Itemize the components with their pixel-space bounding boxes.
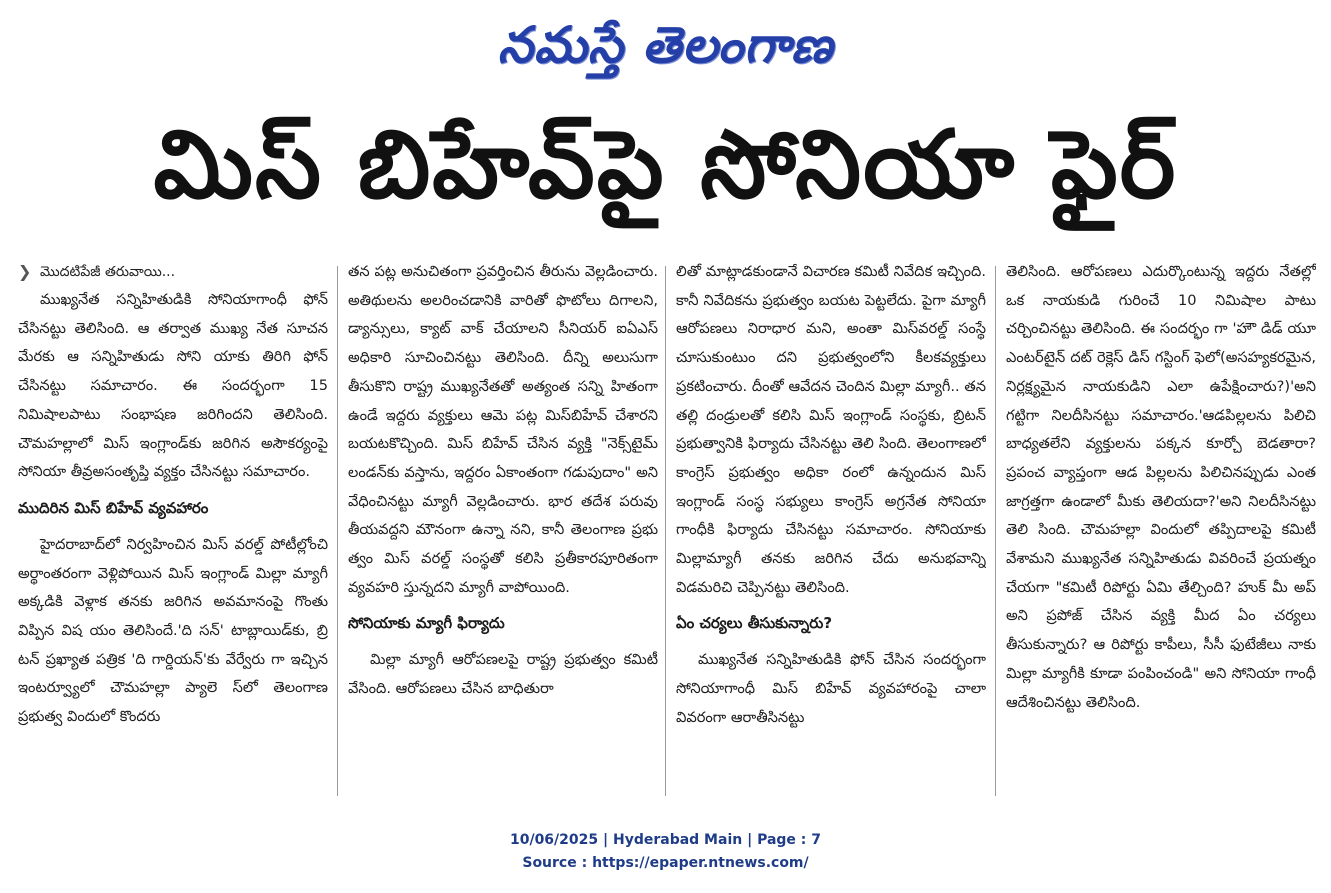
- article-column-4: [1006, 258, 1316, 808]
- newspaper-logo: నమస్తే తెలంగాణ: [497, 16, 834, 74]
- column-divider: [337, 266, 338, 796]
- continuation-marker: [18, 258, 328, 286]
- article-column-2: [348, 258, 658, 808]
- headline: మిస్ బిహేవ్‌పై సోనియా ఫైర్: [153, 111, 1178, 220]
- subheading: ఏం చర్యలు తీసుకున్నారు?: [676, 614, 833, 633]
- continuation-label: మొదటిపేజీ తరువాయి...: [40, 264, 176, 280]
- paragraph: లితో మాట్లాడకుండానే విచారణ కమిటీ నివేదిక ఇచ్చింది. కానీ నివేదికను ప్రభుత్వం బయట పెట్టలేదు. పైగా మ్యాగీ ఆరోపణలు నిరాధార మని, అంతా మిస్‌వరల్డ్ సంస్థే చూసుకుంటుం దని ప్రభుత్వంలోని కీలకవ్యక్తులు ప్రకటించారు. దీంతో ఆవేదన చెందిన మిల్లా మ్యాగీ.. తన తల్లి దండ్రులతో కలిసి మిస్ ఇంగ్లాండ్ సంస్థకు, బ్రిటన్ ప్రభుత్వానికి ఫిర్యాదు చేసినట్టు తెలి సింది. తెలంగాణలో కాంగ్రెస్ ప్రభుత్వం అధికా రంలో ఉన్నందున మిస్ ఇంగ్లాండ్ సంస్థ సభ్యులు కాంగ్రెస్ అగ్రనేత సోనియా గాంధీకి ఫిర్యాదు చేసినట్టు సమాచారం. సోనియాకు మిల్లామ్యాగీ తనకు జరిగిన చేదు అనుభవాన్ని విడమరిచి చెప్పినట్టు తెలిసింది.: [676, 263, 986, 596]
- chevron-right-icon: ❯: [18, 262, 32, 281]
- paragraph: మిల్లా మ్యాగీ ఆరోపణలపై రాష్ట్ర ప్రభుత్వం కమిటీ వేసింది. ఆరోపణలు చేసిన బాధితురా: [348, 651, 658, 698]
- subheading: సోనియాకు మ్యాగీ ఫిర్యాదు: [348, 614, 505, 633]
- article-column-3: [676, 258, 986, 808]
- article-column-1: [18, 258, 328, 808]
- column-divider: [665, 266, 666, 796]
- source-line: Source : https://epaper.ntnews.com/: [522, 855, 809, 871]
- page-info: 10/06/2025 | Hyderabad Main | Page : 7: [509, 832, 822, 848]
- subheading: ముదిరిన మిస్ బిహేవ్ వ్యవహారం: [18, 498, 209, 517]
- paragraph: ముఖ్యనేత సన్నిహితుడికి ఫోన్ చేసిన సందర్భంగా సోనియాగాంధీ మిస్ బిహేవ్ వ్యవహారంపై చాలా వివరంగా ఆరాతీసినట్టు: [676, 651, 986, 726]
- column-divider: [995, 266, 996, 796]
- paragraph: ముఖ్యనేత సన్నిహితుడికి సోనియాగాంధీ ఫోన్ చేసినట్టు తెలిసింది. ఆ తర్వాత ముఖ్య నేత సూచన మేరకు ఆ సన్నిహితుడు సోని యాకు తిరిగి ఫోన్ చేసినట్టు సమాచారం. ఈ సందర్భంగా 15 నిమిషాలపాటు సంభాషణ జరిగిందని తెలిసింది. చౌమహల్లాలో మిస్ ఇంగ్లాండ్‌కు జరిగిన అసౌకర్యంపై సోనియా తీవ్రఅసంతృప్తి వ్యక్తం చేసినట్టు సమాచారం.: [18, 291, 328, 481]
- paragraph: తన పట్ల అనుచితంగా ప్రవర్తించిన తీరును వెల్లడించారు. అతిథులను అలరించడానికి వారితో ఫొటోలు దిగాలని, డ్యాన్సులు, క్యాట్ వాక్ చేయాలని సీనియర్ ఐఏఎస్ అధికారి సూచించినట్టు తెలిసింది. దీన్ని అలుసుగా తీసుకొని రాష్ట్ర ముఖ్యనేతతో అత్యంత సన్ని హితంగా ఉండే ఇద్దరు వ్యక్తులు ఆమె పట్ల మిస్‌బిహేవ్ చేశారని బయటకొచ్చింది. మిస్ బిహేవ్ చేసిన వ్యక్తి "నెక్స్‌టైమ్ లండన్‌కు వస్తాను, ఇద్దరం ఏకాంతంగా గడుపుదాం" అని వేధించినట్టు మ్యాగీ వెల్లడించారు. భార తదేశ పరువు తీయవద్దని మౌనంగా ఉన్నా నని, కానీ తెలంగాణ ప్రభు త్వం మిస్ వరల్డ్ సంస్థతో కలిసి ప్రతీకారపూరితంగా వ్యవహరి స్తున్నదని మ్యాగీ వాపోయింది.: [348, 263, 658, 596]
- article-body: [18, 258, 1314, 808]
- paragraph: హైదరాబాద్‌లో నిర్వహించిన మిస్ వరల్డ్ పోటీల్లోంచి అర్థాంతరంగా వెళ్లిపోయిన మిస్ ఇంగ్లాండ్ మిల్లా మ్యాగీ అక్కడికి వెళ్లాక తనకు జరిగిన అవమానంపై గొంతు విప్పిన విష యం తెలిసిందే.'ది సన్' టాబ్లాయిడ్‌కు, బ్రి టన్ ప్రఖ్యాత పత్రిక 'ది గార్డియన్'కు వేర్వేరు గా ఇచ్చిన ఇంటర్వ్యూలో చౌమహల్లా ప్యాలె స్‌లో తెలంగాణ ప్రభుత్వ విందులో కొందరు: [18, 535, 328, 726]
- masthead: [0, 4, 1331, 86]
- paragraph: తెలిసింది. ఆరోపణలు ఎదుర్కొంటున్న ఇద్దరు నేతల్లో ఒక నాయకుడి గురించే 10 నిమిషాల పాటు చర్చించినట్టు తెలిసింది. ఈ సందర్భం గా 'హౌ డిడ్ యూ ఎంటర్‌టైన్ దట్ రెక్లెస్ డిస్ గస్టింగ్ ఫెలో(అసహ్యకరమైన, నిర్లక్ష్యమైన నాయకుడిని ఎలా ఉపేక్షించారు?)'అని గట్టిగా నిలదీసినట్టు సమాచారం.'ఆడపిల్లలను పిలిచి బాధ్యతలేని వ్యక్తులను పక్కన కూర్చో బెడతారా? ప్రపంచ వ్యాప్తంగా ఆడ పిల్లలను పిలిచినప్పుడు ఎంత జాగ్రత్తగా ఉండాలో మీకు తెలియదా?'అని నిలదీసినట్టు తెలి సింది. చౌమహల్లా విందులో తప్పిదాలపై కమిటీ వేశామని ముఖ్యనేత సన్నిహితుడు వివరించే ప్రయత్నం చేయగా "కమిటీ రిపోర్టు ఏమి తేల్చింది? హుక్ మీ అప్ అని ప్రపోజ్ చేసిన వ్యక్తి మీద ఏం చర్యలు తీసుకున్నారు? ఆ రిపోర్టు కాపీలు, సీసీ ఫుటేజీలు నాకు మిల్లా మ్యాగీకి కూడా పంపించండి" అని సోనియా గాంధీ ఆదేశించినట్టు తెలిసింది.: [1006, 263, 1316, 711]
